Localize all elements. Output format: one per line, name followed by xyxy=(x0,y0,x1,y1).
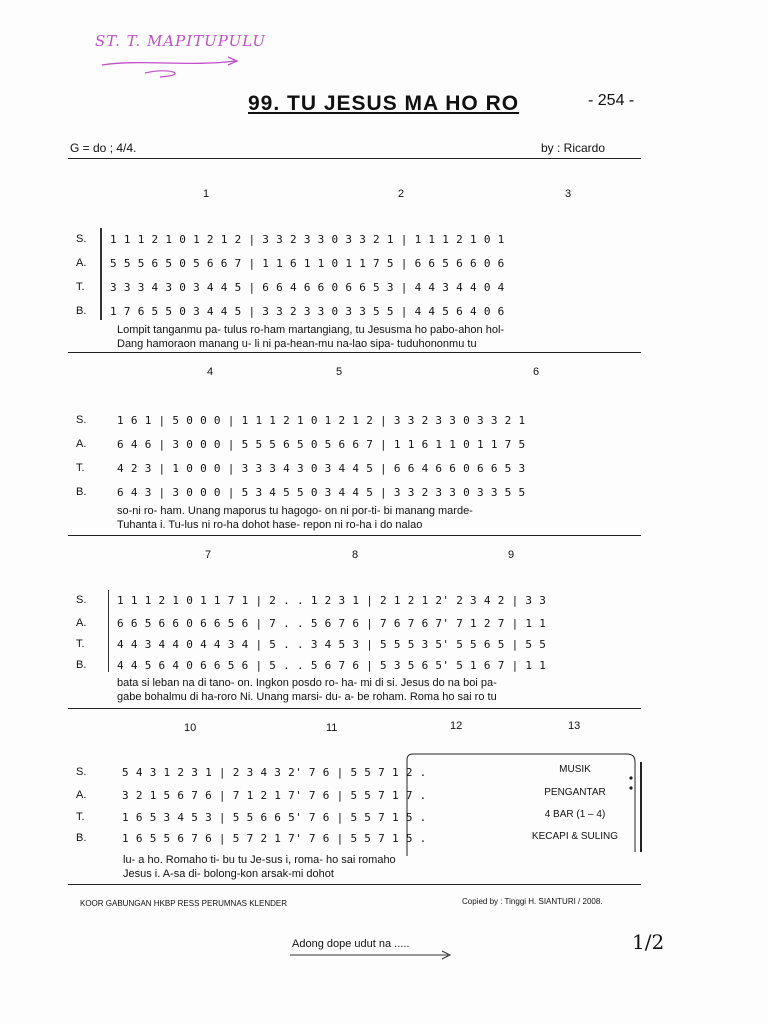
measure-number: 3 xyxy=(565,188,572,200)
voice-label-soprano: S. xyxy=(76,414,87,426)
voice-label-alto: A. xyxy=(76,617,87,629)
voice-label-tenor: T. xyxy=(76,281,85,293)
page-fraction: 1/2 xyxy=(632,930,665,954)
measure-number: 12 xyxy=(450,720,463,732)
intro-label: MUSIK xyxy=(559,764,591,775)
bass-notes: 6 4 3 | 3 0 0 0 | 5 3 4 5 5 0 3 4 4 5 | 3 3 2 3 3 0 3 3 5 5 xyxy=(117,486,526,499)
tenor-notes: 4 4 3 4 4 0 4 4 3 4 | 5 . . 3 4 5 3 | 5 5 5 3 5' 5 5 6 5 | 5 5 xyxy=(117,638,547,651)
lyric-line: Tuhanta i. Tu-lus ni ro-ha dohot hase- repon ni ro-ha i do nalao xyxy=(117,519,423,531)
voice-label-soprano: S. xyxy=(76,594,87,606)
bass-notes: 4 4 5 6 4 0 6 6 5 6 | 5 . . 5 6 7 6 | 5 3 5 6 5' 5 1 6 7 | 1 1 xyxy=(117,659,547,672)
lyric-line: Jesus i. A-sa di- bolong-kon arsak-mi dohot xyxy=(123,868,334,880)
system-rule xyxy=(68,708,641,709)
measure-number: 6 xyxy=(533,366,540,378)
soprano-notes: 5 4 3 1 2 3 1 | 2 3 4 3 2' 7 6 | 5 5 7 1 2 . xyxy=(122,766,427,779)
voice-label-tenor: T. xyxy=(76,638,85,650)
intro-label: PENGANTAR xyxy=(544,787,606,798)
voice-label-bass: B. xyxy=(76,832,87,844)
bass-notes: 1 7 6 5 5 0 3 4 4 5 | 3 3 2 3 3 0 3 3 5 5 | 4 4 5 6 4 0 6 xyxy=(110,305,505,318)
author: by : Ricardo xyxy=(541,141,606,155)
voice-label-bass: B. xyxy=(76,486,87,498)
bass-notes: 1 6 5 5 6 7 6 | 5 7 2 1 7' 7 6 | 5 5 7 1 5 . xyxy=(122,832,427,845)
measure-number: 10 xyxy=(184,722,197,734)
tenor-notes: 1 6 5 3 4 5 3 | 5 5 6 6 5' 7 6 | 5 5 7 1 5 . xyxy=(122,811,427,824)
soprano-notes: 1 1 1 2 1 0 1 1 7 1 | 2 . . 1 2 3 1 | 2 1 2 1 2' 2 3 4 2 | 3 3 xyxy=(117,594,547,607)
measure-number: 8 xyxy=(352,549,359,561)
voice-label-bass: B. xyxy=(76,305,87,317)
measure-number: 13 xyxy=(568,720,581,732)
voice-label-tenor: T. xyxy=(76,462,85,474)
measure-number: 1 xyxy=(203,188,210,200)
continued-arrow xyxy=(288,950,458,960)
measure-number: 11 xyxy=(326,722,338,734)
measure-number: 7 xyxy=(205,549,212,561)
voice-label-alto: A. xyxy=(76,257,87,269)
alto-notes: 6 4 6 | 3 0 0 0 | 5 5 5 6 5 0 5 6 6 7 | 1 1 6 1 1 0 1 1 7 5 xyxy=(117,438,526,451)
header-rule xyxy=(68,158,641,159)
repeat-barline xyxy=(100,228,102,320)
alto-notes: 6 6 5 6 6 0 6 6 5 6 | 7 . . 5 6 7 6 | 7 6 7 6 7' 7 1 2 7 | 1 1 xyxy=(117,617,547,630)
system-rule xyxy=(68,535,641,536)
intro-label: 4 BAR (1 – 4) xyxy=(544,809,606,820)
system-rule xyxy=(68,352,641,353)
voice-label-alto: A. xyxy=(76,789,87,801)
alto-notes: 3 2 1 5 6 7 6 | 7 1 2 1 7' 7 6 | 5 5 7 1 7 . xyxy=(122,789,427,802)
key-signature: G = do ; 4/4. xyxy=(70,141,137,155)
song-title: 99. TU JESUS MA HO RO xyxy=(248,92,520,115)
lyric-line: gabe bohalmu di ha-roro Ni. Unang marsi- du- a- be roham. Roma ho sai ro tu xyxy=(117,691,497,703)
lyric-line: so-ni ro- ham. Unang maporus tu hagogo- on ni por-ti- bi manang marde- xyxy=(117,505,473,517)
voice-label-soprano: S. xyxy=(76,766,87,778)
lyric-line: Lompit tanganmu pa- tulus ro-ham martangiang, tu Jesusma ho pabo-ahon hol- xyxy=(117,324,505,336)
lyric-line: lu- a ho. Romaho ti- bu tu Je-sus i, roma- ho sai romaho xyxy=(123,854,396,866)
continued-note: Adong dope udut na ..... xyxy=(292,938,410,950)
handwritten-annotation: ST. T. MAPITUPULU xyxy=(95,32,267,50)
alto-notes: 5 5 5 6 5 0 5 6 6 7 | 1 1 6 1 1 0 1 1 7 5 | 6 6 5 6 6 0 6 xyxy=(110,257,505,270)
voice-label-bass: B. xyxy=(76,659,87,671)
lyric-line: Dang hamoraon manang u- li ni pa-hean-mu na-lao sipa- tuduhononmu tu xyxy=(117,338,477,350)
voice-label-alto: A. xyxy=(76,438,87,450)
tenor-notes: 4 2 3 | 1 0 0 0 | 3 3 3 4 3 0 3 4 4 5 | 6 6 4 6 6 0 6 6 5 3 xyxy=(117,462,526,475)
voice-label-soprano: S. xyxy=(76,233,87,245)
tenor-notes: 3 3 3 4 3 0 3 4 4 5 | 6 6 4 6 6 0 6 6 5 3 | 4 4 3 4 4 0 4 xyxy=(110,281,505,294)
measure-number: 5 xyxy=(336,366,343,378)
choir-credit: KOOR GABUNGAN HKBP RESS PERUMNAS KLENDER xyxy=(80,899,288,908)
measure-number: 9 xyxy=(508,549,515,561)
measure-number: 2 xyxy=(398,188,405,200)
copied-by: Copied by : Tinggi H. SIANTURI / 2008. xyxy=(462,897,603,906)
lyric-line: bata si leban na di tano- on. Ingkon posdo ro- ha- mi di si. Jesus do na boi pa- xyxy=(117,677,497,689)
soprano-notes: 1 1 1 2 1 0 1 2 1 2 | 3 3 2 3 3 0 3 3 2 1 | 1 1 1 2 1 0 1 xyxy=(110,233,505,246)
barline xyxy=(108,590,109,672)
page-number: - 254 - xyxy=(588,92,635,109)
system-rule xyxy=(68,884,641,885)
intro-label: KECAPI & SULING xyxy=(531,831,619,842)
soprano-notes: 1 6 1 | 5 0 0 0 | 1 1 1 2 1 0 1 2 1 2 | 3 3 2 3 3 0 3 3 2 1 xyxy=(117,414,526,427)
measure-number: 4 xyxy=(207,366,214,378)
voice-label-tenor: T. xyxy=(76,811,85,823)
handwritten-arrow xyxy=(100,55,250,79)
